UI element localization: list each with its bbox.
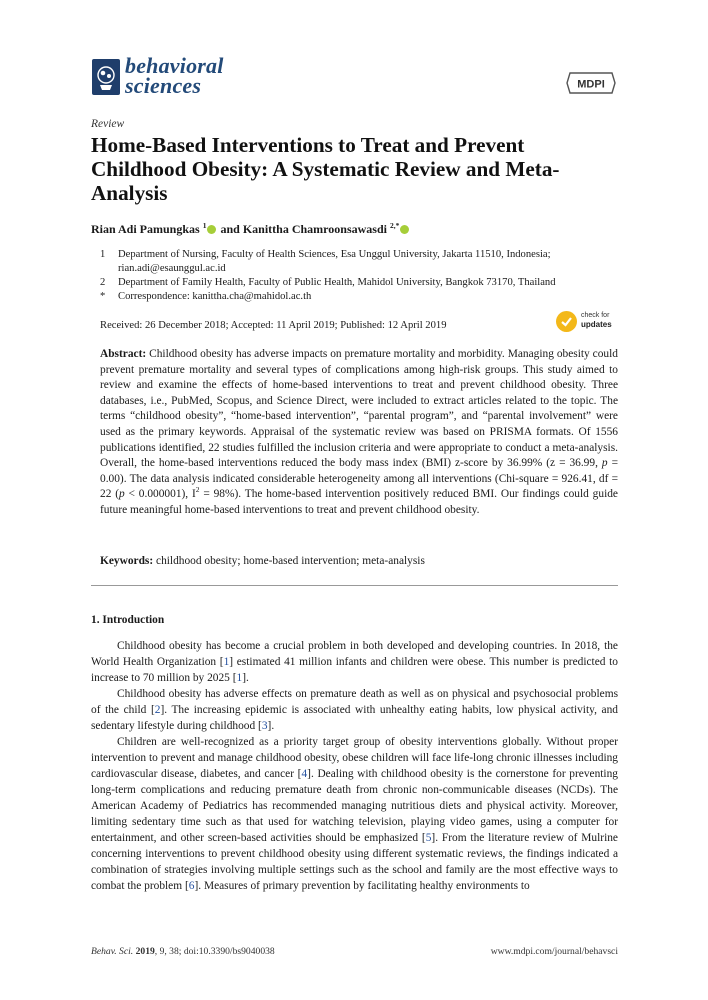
citation-link[interactable]: 1 bbox=[236, 672, 243, 684]
publication-dates: Received: 26 December 2018; Accepted: 11 April 2019; Published: 12 April 2019 bbox=[100, 320, 447, 331]
citation-link[interactable]: 5 bbox=[425, 832, 432, 844]
footer-citation: Behav. Sci. 2019, 9, 38; doi:10.3390/bs9040038 bbox=[91, 946, 275, 957]
check-updates-icon bbox=[556, 311, 577, 332]
introduction-body bbox=[91, 638, 618, 894]
journal-logo-icon bbox=[92, 59, 120, 95]
citation-link[interactable]: 1 bbox=[223, 656, 230, 668]
mdpi-logo-icon bbox=[566, 72, 616, 94]
abstract: Abstract: Childhood obesity has adverse impacts on premature mortality and morbidity. Managing obesity could prevent premature mortality and several types of complications among high-risk groups. This study aimed to review and examine the effects of home-based interventions to treat and prevent childhood obesity. Three databases, i.e., PubMed, Scopus, and Science Direct, were included to extract articles related to the topic. The terms “childhood obesity”, “home-based intervention”, “parental program”, and “parental involvement” were used as the primary keywords. Appraisal of the systematic review was based on PRISMA formats. Of 1556 publications identified, 22 studies fulfilled the inclusion criteria and were appropriate to conduct a meta-analysis. Overall, the home-based interventions reduced the body mass index (BMI) z-score by 36.99% (z = 36.99, p = 0.00). The data analysis indicated considerable heterogeneity among all interventions (Chi-square = 926.41, df = 22 (p < 0.000001), $I^2 = 98\%$). The home-based intervention positively reduced BMI. Our findings could guide future meaningful home-based interventions to treat and prevent childhood obesity. bbox=[100, 348, 618, 516]
article-type: Review bbox=[91, 118, 125, 130]
author-list: Rian Adi Pamungkas $^1$ and Kanittha Chamroonsawasdi $^{2,*}$ bbox=[91, 222, 410, 237]
section-heading: 1. Introduction bbox=[91, 614, 165, 626]
svg-text:MDPI: MDPI bbox=[577, 78, 605, 91]
author-name: Kanittha Chamroonsawasdi bbox=[242, 222, 387, 236]
citation-link[interactable]: 3 bbox=[261, 720, 268, 732]
check-for-updates-button[interactable]: check for updates bbox=[556, 309, 622, 335]
footer-url[interactable]: www.mdpi.com/journal/behavsci bbox=[490, 946, 618, 957]
author-name: Rian Adi Pamungkas bbox=[91, 222, 200, 236]
article-title: Home-Based Interventions to Treat and Prevent Childhood Obesity: A Systematic Review and Meta-Analysis bbox=[91, 133, 560, 205]
keywords: Keywords: childhood obesity; home-based intervention; meta-analysis bbox=[100, 555, 425, 567]
orcid-icon[interactable] bbox=[207, 225, 216, 234]
paragraph: Childhood obesity has adverse effects on premature death as well as on physical and psychosocial problems of the child [2]. The increasing epidemic is associated with unhealthy eating habits, low physical activity, and sedentary lifestyle during childhood [3]. bbox=[91, 688, 618, 732]
paragraph: Childhood obesity has become a crucial problem in both developed and developing countries. In 2018, the World Health Organization [1] estimated 41 million infants and children were obese. This number is predicted to increase to 70 million by 2025 [1]. bbox=[91, 640, 619, 684]
paragraph: Children are well-recognized as a priority target group of obesity interventions globally. Without proper intervention to prevent and manage childhood obesity, obese children will face life-long chronic illnesses including cardiovascular disease, diabetes, and cancer [4]. Dealing with childhood obesity is the cornerstone for preventing long-term complications and reducing premature death from chronic non-communicable diseases (NCDs). The American Academy of Pediatrics has recommended managing nutritious diets and physical activity. Moreover, limiting sedentary time such as that used for watching television, playing video games, using a computer for entertainment, and other screen-based activities should be emphasized [5]. From the literature review of Mulrine concerning interventions to prevent childhood obesity using different systematic reviews, the findings indicated a combination of strategies involving multiple settings such as the school and family are the most effective ways to combat the problem [6]. Measures of primary prevention by facilitating healthy environments to bbox=[91, 736, 618, 892]
citation-link[interactable]: 4 bbox=[301, 768, 308, 780]
section-divider bbox=[91, 585, 618, 586]
journal-name: behavioral sciences bbox=[125, 53, 224, 98]
citation-link[interactable]: 6 bbox=[188, 880, 195, 892]
orcid-icon[interactable] bbox=[400, 225, 409, 234]
citation-link[interactable]: 2 bbox=[154, 704, 161, 716]
